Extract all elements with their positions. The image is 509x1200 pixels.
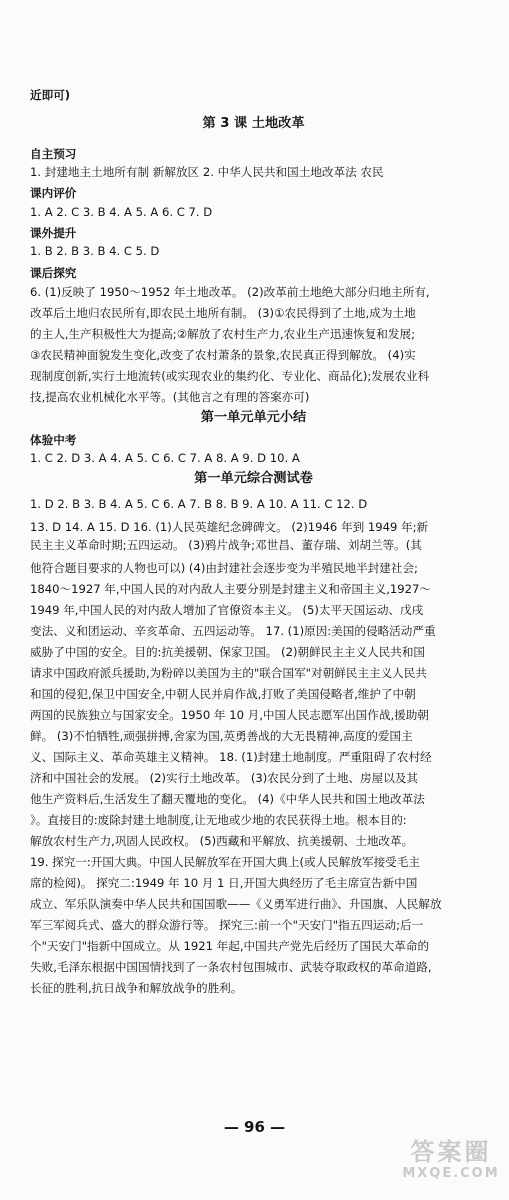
section-title: 第一单元单元小结 (200, 410, 307, 425)
answer-line: ③农民精神面貌发生变化,改变了农村萧条的景象,农民真正得到解放。 (4)实 (30, 348, 416, 362)
answer-line: 解放农村生产力,巩固人民政权。 (5)西藏和平解放、抗美援朝、土地改革。 (30, 834, 414, 848)
answer-line: 的主人,生产积极性大为提高;②解放了农村生产力,农业生产迅速恢复和发展; (30, 327, 415, 341)
answer-line: 和国的侵犯,保卫中国安全,中朝人民并肩作战,打败了美国侵略者,维护了中朝 (30, 687, 416, 701)
answer-line: 失败,毛泽东根据中国国情找到了一条农村包围城市、武装夺取政权的革命道路, (30, 960, 432, 974)
section-heading: 近即可) (30, 88, 71, 102)
watermark-logo-text: 答案圈 (410, 1138, 492, 1166)
section-heading: 课外提升 (30, 226, 77, 240)
answer-line: 1949 年,中国人民的对内敌人增加了官僚资本主义。 (5)太平天国运动、戊戌 (30, 603, 424, 617)
page-number: — 96 — (223, 1118, 286, 1136)
answer-line: 改革后土地归农民所有,即农民土地所有制。 (3)①农民得到了土地,成为土地 (30, 306, 416, 320)
answer-line: 请求中国政府派兵援助,为粉碎以美国为主的"联合国军"对朝鲜民主主义人民共 (30, 666, 427, 680)
answer-line: 1. A 2. C 3. B 4. A 5. A 6. C 7. D (30, 205, 213, 219)
answer-line: 济和中国社会的发展。 (2)实行土地改革。 (3)农民分到了土地、房屋以及其 (30, 771, 419, 785)
answer-line: 民主主义革命时期;五四运动。 (3)鸦片战争;邓世昌、董存瑞、刘胡兰等。(其 (30, 538, 422, 552)
answer-line: 他生产资料后,生活发生了翻天覆地的变化。 (4)《中华人民共和国土地改革法 (30, 792, 425, 806)
answer-line: 威胁了中国的安全。目的:抗美援朝、保家卫国。 (2)朝鲜民主主义人民共和国 (30, 645, 426, 659)
answer-line: 两国的民族独立与国家安全。1950 年 10 月,中国人民志愿军出国作战,援助朝 (30, 708, 429, 722)
section-heading: 自主预习 (30, 147, 77, 161)
answer-line: 长征的胜利,抗日战争和解放战争的胜利。 (30, 981, 243, 995)
section-heading: 体验中考 (30, 433, 77, 447)
answer-line: 1. B 2. B 3. B 4. C 5. D (30, 244, 160, 258)
watermark-url: MXQE.COM (402, 1166, 500, 1181)
answer-line: 现制度创新,实行土地流转(或实现农业的集约化、专业化、商品化);发展农业科 (30, 369, 430, 383)
answer-line: 1. 封建地主土地所有制 新解放区 2. 中华人民共和国土地改革法 农民 (30, 165, 384, 179)
answer-line: 个"天安门"指新中国成立。从 1921 年起,中国共产党先后经历了国民大革命的 (30, 939, 430, 953)
section-heading: 课内评价 (30, 186, 77, 200)
watermark-logo (397, 1128, 505, 1192)
section-title: 第 3 课 土地改革 (202, 116, 305, 131)
answer-line: 军三军阅兵式、盛大的群众游行等。 探究三:前一个"天安门"指五四运动;后一 (30, 918, 424, 932)
answer-line: 变法、义和团运动、辛亥革命、五四运动等。 17. (1)原因:美国的侵略活动严重 (30, 624, 436, 638)
answer-line: 1. C 2. D 3. A 4. A 5. C 6. C 7. A 8. A 9. D 10. A (30, 451, 300, 465)
section-heading: 课后探究 (30, 266, 77, 280)
answer-line: 13. D 14. A 15. D 16. (1)人民英雄纪念碑碑文。 (2)1946 年到 1949 年;新 (30, 520, 429, 534)
answer-line: 6. (1)反映了 1950～1952 年土地改革。 (2)改革前土地绝大部分归地主所有, (30, 285, 430, 299)
section-title: 第一单元综合测试卷 (194, 471, 313, 486)
answer-line: 席的检阅)。 探究二:1949 年 10 月 1 日,开国大典经历了毛主席宣告新中国 (30, 876, 418, 890)
answer-line: 他符合题目要求的人物也可以) (4)由封建社会逐步变为半殖民地半封建社会; (30, 561, 418, 575)
answer-line: 技,提高农业机械化水平等。(其他言之有理的答案亦可) (30, 390, 310, 404)
answer-line: 义、国际主义、革命英雄主义精神。 18. (1)封建土地制度。严重阻碍了农村经 (30, 750, 432, 764)
answer-line: 成立、军乐队演奏中华人民共和国国歌——《义勇军进行曲》、升国旗、人民解放 (30, 897, 442, 911)
answer-line: 1. D 2. B 3. B 4. A 5. C 6. A 7. B 8. B 9. A 10. A 11. C 12. D (30, 497, 368, 511)
answer-line: 》。直接目的:废除封建土地制度,让无地或少地的农民获得土地。根本目的: (30, 813, 407, 827)
answer-line: 19. 探究一:开国大典。中国人民解放军在开国大典上(或人民解放军接受毛主 (30, 855, 420, 869)
answer-line: 鲜。 (3)不怕牺牲,顽强拼搏,舍家为国,英勇善战的大无畏精神,高度的爱国主 (30, 729, 413, 743)
answer-line: 1840～1927 年,中国人民的对内敌人主要分别是封建主义和帝国主义,1927～ (30, 582, 432, 596)
